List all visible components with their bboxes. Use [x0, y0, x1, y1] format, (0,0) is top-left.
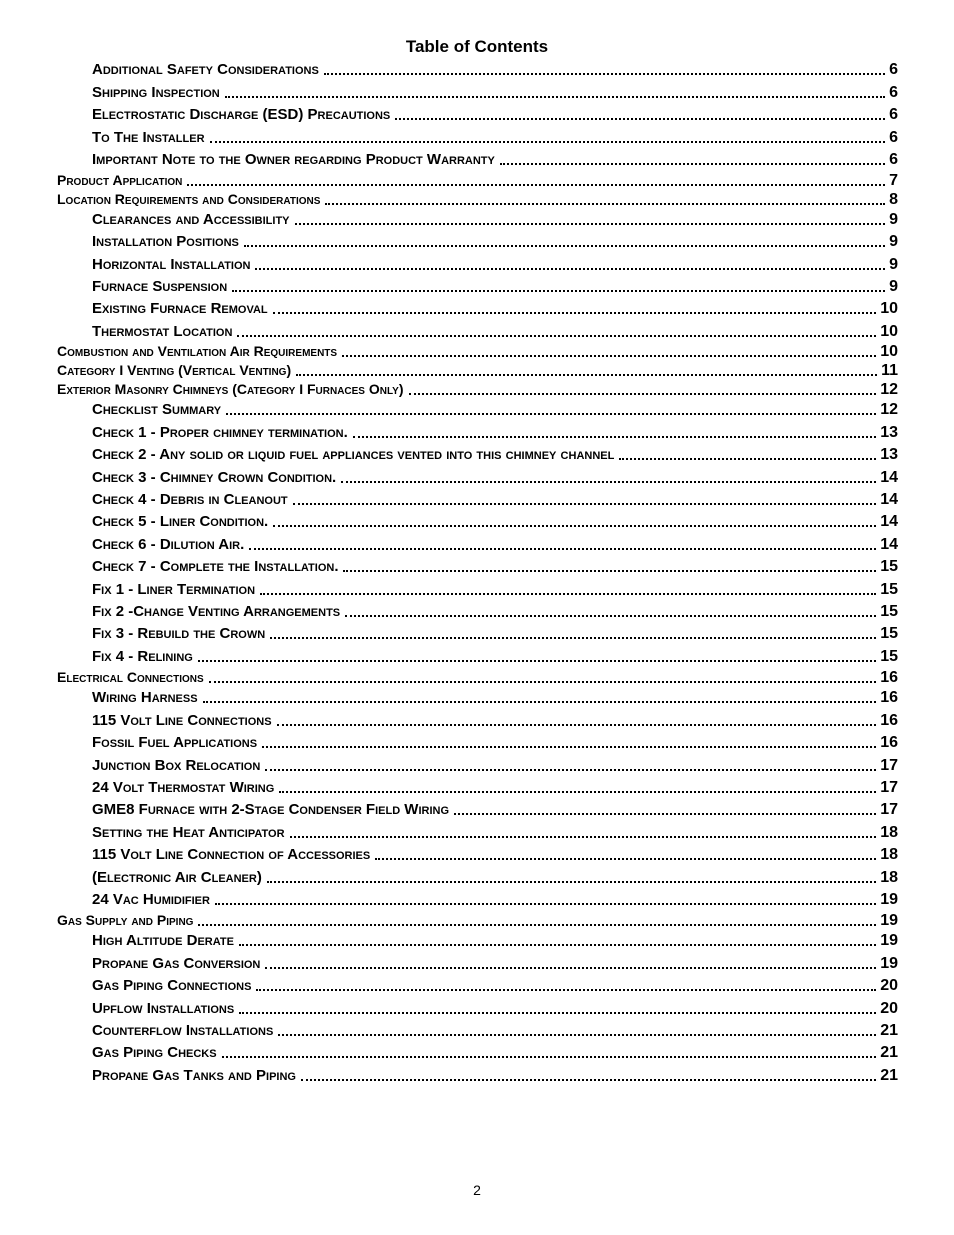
- toc-entry-label: Fossil Fuel Applications: [92, 734, 258, 751]
- dot-leader: [198, 924, 876, 926]
- dot-leader: [237, 335, 876, 337]
- toc-entry-page: 21: [880, 1067, 898, 1084]
- toc-entry[interactable]: [92, 84, 898, 102]
- dot-leader: [256, 989, 876, 991]
- toc-entry[interactable]: [92, 401, 898, 419]
- toc-entry[interactable]: [92, 106, 898, 124]
- dot-leader: [215, 903, 876, 905]
- toc-entry-page: 19: [880, 932, 898, 949]
- toc-entry[interactable]: [92, 734, 898, 752]
- toc-entry-page: 14: [880, 513, 898, 530]
- dot-leader: [187, 184, 885, 186]
- toc-entry-label: Setting the Heat Anticipator: [92, 824, 285, 841]
- toc-entry[interactable]: [92, 648, 898, 666]
- toc-entry[interactable]: [92, 869, 898, 887]
- toc-entry-page: 9: [889, 211, 898, 228]
- toc-entry[interactable]: [92, 977, 898, 995]
- toc-entry[interactable]: [92, 779, 898, 797]
- toc-entry-page: 10: [880, 300, 898, 317]
- toc-entry-page: 16: [880, 734, 898, 751]
- toc-entry-page: 9: [889, 233, 898, 250]
- toc-entry[interactable]: [92, 151, 898, 169]
- toc-entry[interactable]: [92, 625, 898, 643]
- dot-leader: [239, 1012, 876, 1014]
- toc-entry[interactable]: [92, 891, 898, 909]
- dot-leader: [273, 312, 877, 314]
- toc-entry-page: 21: [880, 1044, 898, 1061]
- toc-entry-label: 24 Vac Humidifier: [92, 891, 210, 908]
- toc-entry-label: Counterflow Installations: [92, 1022, 274, 1039]
- toc-entry-label: Existing Furnace Removal: [92, 300, 268, 317]
- toc-entry[interactable]: [92, 424, 898, 442]
- toc-entry-page: 13: [880, 424, 898, 441]
- toc-entry-label: Check 4 - Debris in Cleanout: [92, 491, 288, 508]
- toc-entry[interactable]: [92, 1000, 898, 1018]
- toc-entry-label: Gas Piping Connections: [92, 977, 252, 994]
- toc-entry-label: Electrical Connections: [57, 669, 204, 685]
- toc-entry[interactable]: [92, 233, 898, 251]
- toc-entry-label: Gas Piping Checks: [92, 1044, 217, 1061]
- toc-entry-page: 9: [889, 256, 898, 273]
- dot-leader: [619, 458, 876, 460]
- toc-entry-label: Fix 4 - Relining: [92, 648, 193, 665]
- dot-leader: [409, 393, 877, 395]
- dot-leader: [267, 881, 876, 883]
- toc-entry-label: Location Requirements and Considerations: [57, 191, 321, 207]
- toc-entry[interactable]: [92, 603, 898, 621]
- page-title: Table of Contents: [405, 37, 549, 56]
- toc-entry-page: 18: [880, 846, 898, 863]
- dot-leader: [225, 96, 885, 98]
- dot-leader: [239, 944, 876, 946]
- toc-entry-label: Fix 3 - Rebuild the Crown: [92, 625, 266, 642]
- toc-entry-page: 17: [880, 757, 898, 774]
- toc-entry-page: 15: [880, 581, 898, 598]
- dot-leader: [353, 436, 876, 438]
- toc-entry-page: 12: [880, 401, 898, 418]
- toc-entry-label: Junction Box Relocation: [92, 757, 261, 774]
- dot-leader: [255, 268, 885, 270]
- toc-entry-label: Clearances and Accessibility: [92, 211, 290, 228]
- toc-entry-page: 14: [880, 469, 898, 486]
- toc-entry-label: Installation Positions: [92, 233, 239, 250]
- dot-leader: [273, 525, 876, 527]
- toc-entry-page: 16: [880, 689, 898, 706]
- toc-entry-page: 21: [880, 1022, 898, 1039]
- toc-entry-page: 16: [880, 669, 898, 686]
- toc-entry-label: Propane Gas Conversion: [92, 955, 261, 972]
- toc-entry-page: 18: [880, 869, 898, 886]
- toc-entry-page: 13: [880, 446, 898, 463]
- toc-entry-label: Check 2 - Any solid or liquid fuel appliances vented into this chimney channel: [92, 446, 615, 463]
- toc-entry-label: Thermostat Location: [92, 323, 233, 340]
- dot-leader: [342, 355, 876, 357]
- dot-leader: [249, 548, 876, 550]
- toc-entry-label: Check 3 - Chimney Crown Condition.: [92, 469, 337, 486]
- toc-entry[interactable]: [92, 323, 898, 341]
- toc-entry-label: Propane Gas Tanks and Piping: [92, 1067, 296, 1084]
- toc-entry-label: Product Application: [57, 172, 183, 188]
- dot-leader: [209, 681, 877, 683]
- toc-entry-label: Exterior Masonry Chimneys (Category I Furnaces Only): [57, 381, 404, 397]
- toc-entry-page: 15: [880, 558, 898, 575]
- toc-entry[interactable]: [92, 469, 898, 487]
- dot-leader: [270, 637, 876, 639]
- toc-entry-page: 17: [880, 801, 898, 818]
- toc-entry-label: Check 7 - Complete the Installation.: [92, 558, 339, 575]
- toc-entry-label: Wiring Harness: [92, 689, 198, 706]
- dot-leader: [341, 481, 876, 483]
- toc-entry-label: Category I Venting (Vertical Venting): [57, 362, 292, 378]
- toc-entry[interactable]: [92, 955, 898, 973]
- toc-entry-label: High Altitude Derate: [92, 932, 234, 949]
- toc-entry-label: Furnace Suspension: [92, 278, 228, 295]
- toc-entry-page: 9: [889, 278, 898, 295]
- toc-entry[interactable]: [57, 668, 898, 687]
- toc-entry-label: 115 Volt Line Connection of Accessories: [92, 846, 371, 863]
- toc-entry-page: 6: [889, 106, 898, 123]
- toc-entry[interactable]: [92, 256, 898, 274]
- dot-leader: [343, 570, 876, 572]
- dot-leader: [232, 290, 885, 292]
- dot-leader: [301, 1079, 876, 1081]
- toc-entry-label: 115 Volt Line Connections: [92, 712, 272, 729]
- dot-leader: [279, 791, 876, 793]
- toc-entry[interactable]: [92, 558, 898, 576]
- dot-leader: [278, 1034, 876, 1036]
- toc-entry-page: 15: [880, 648, 898, 665]
- toc-entry-label: Horizontal Installation: [92, 256, 251, 273]
- page-number: 2: [473, 1182, 481, 1198]
- toc-entry-page: 6: [889, 129, 898, 146]
- toc-entry-page: 11: [881, 362, 898, 379]
- toc-entry-page: 12: [880, 381, 898, 398]
- toc-entry-label: Important Note to the Owner regarding Product Warranty: [92, 151, 495, 168]
- toc-entry-page: 19: [880, 891, 898, 908]
- toc-entry-label: Upflow Installations: [92, 1000, 235, 1017]
- toc-entry[interactable]: [57, 190, 898, 209]
- toc-entry[interactable]: [92, 1067, 898, 1085]
- toc-entry-label: Check 5 - Liner Condition.: [92, 513, 269, 530]
- toc-entry-label: Additional Safety Considerations: [92, 61, 319, 78]
- toc-entry-label: Electrostatic Discharge (ESD) Precautions: [92, 106, 391, 123]
- dot-leader: [262, 746, 876, 748]
- toc-entry-page: 14: [880, 536, 898, 553]
- toc-entry[interactable]: [57, 911, 898, 930]
- dot-leader: [265, 967, 876, 969]
- toc-entry[interactable]: [92, 801, 898, 819]
- toc-entry[interactable]: [57, 361, 898, 380]
- toc-entry-label: Check 6 - Dilution Air.: [92, 536, 245, 553]
- toc-entry-label: GME8 Furnace with 2-Stage Condenser Field Wiring: [92, 801, 450, 818]
- dot-leader: [290, 836, 877, 838]
- dot-leader: [295, 223, 886, 225]
- toc-entry-page: 16: [880, 712, 898, 729]
- toc-entry-page: 8: [889, 191, 898, 208]
- toc-entry-page: 19: [880, 955, 898, 972]
- toc-entry-page: 20: [880, 1000, 898, 1017]
- dot-leader: [198, 660, 876, 662]
- toc-entry-label: To The Installer: [92, 129, 205, 146]
- toc-entry[interactable]: [57, 342, 898, 361]
- dot-leader: [244, 245, 885, 247]
- toc-entry-page: 19: [880, 912, 898, 929]
- toc-entry-page: 17: [880, 779, 898, 796]
- toc-entry[interactable]: [92, 1044, 898, 1062]
- toc-entry-label: Check 1 - Proper chimney termination.: [92, 424, 348, 441]
- toc-entry[interactable]: [92, 129, 898, 147]
- toc-entry[interactable]: [92, 1022, 898, 1040]
- toc-entry[interactable]: [92, 932, 898, 950]
- toc-entry-label: Shipping Inspection: [92, 84, 220, 101]
- toc-entry[interactable]: [92, 513, 898, 531]
- toc-entry[interactable]: [92, 61, 898, 79]
- toc-entry-page: 10: [880, 343, 898, 360]
- toc-entry[interactable]: [92, 536, 898, 554]
- dot-leader: [260, 593, 876, 595]
- dot-leader: [226, 413, 876, 415]
- toc-entry-label: Combustion and Ventilation Air Requirements: [57, 343, 338, 359]
- dot-leader: [277, 724, 877, 726]
- dot-leader: [210, 141, 886, 143]
- toc-entry-page: 20: [880, 977, 898, 994]
- toc-entry[interactable]: [92, 300, 898, 318]
- toc-entry-page: 6: [889, 61, 898, 78]
- toc-entry-label: Fix 2 -Change Venting Arrangements: [92, 603, 341, 620]
- toc-entry[interactable]: [92, 581, 898, 599]
- toc-entry[interactable]: [92, 446, 898, 464]
- toc-entry[interactable]: [92, 211, 898, 229]
- toc-entry-page: 18: [880, 824, 898, 841]
- dot-leader: [375, 858, 876, 860]
- toc-entry-page: 10: [880, 323, 898, 340]
- toc-entry[interactable]: [92, 278, 898, 296]
- toc-entry[interactable]: [92, 846, 898, 864]
- toc-entry-page: 6: [889, 151, 898, 168]
- toc-entry-page: 15: [880, 625, 898, 642]
- toc-entry[interactable]: [92, 689, 898, 707]
- toc-entry[interactable]: [57, 171, 898, 190]
- toc-entry-page: 14: [880, 491, 898, 508]
- dot-leader: [296, 374, 877, 376]
- dot-leader: [454, 813, 876, 815]
- toc-entry[interactable]: [92, 824, 898, 842]
- dot-leader: [293, 503, 877, 505]
- dot-leader: [265, 769, 876, 771]
- toc-entry-label: (Electronic Air Cleaner): [92, 869, 262, 886]
- toc-entry[interactable]: [92, 491, 898, 509]
- toc-entry-label: Gas Supply and Piping: [57, 912, 194, 928]
- dot-leader: [395, 118, 885, 120]
- dot-leader: [324, 73, 885, 75]
- dot-leader: [203, 701, 877, 703]
- dot-leader: [325, 203, 885, 205]
- toc-entry-page: 6: [889, 84, 898, 101]
- toc-entry-label: 24 Volt Thermostat Wiring: [92, 779, 275, 796]
- dot-leader: [500, 163, 885, 165]
- toc-entry[interactable]: [92, 757, 898, 775]
- dot-leader: [345, 615, 876, 617]
- toc-entry-label: Checklist Summary: [92, 401, 222, 418]
- toc-entry-page: 7: [889, 172, 898, 189]
- toc-entry[interactable]: [92, 712, 898, 730]
- dot-leader: [222, 1056, 877, 1058]
- toc-entry[interactable]: [57, 380, 898, 399]
- toc-entry-page: 15: [880, 603, 898, 620]
- toc-entry-label: Fix 1 - Liner Termination: [92, 581, 256, 598]
